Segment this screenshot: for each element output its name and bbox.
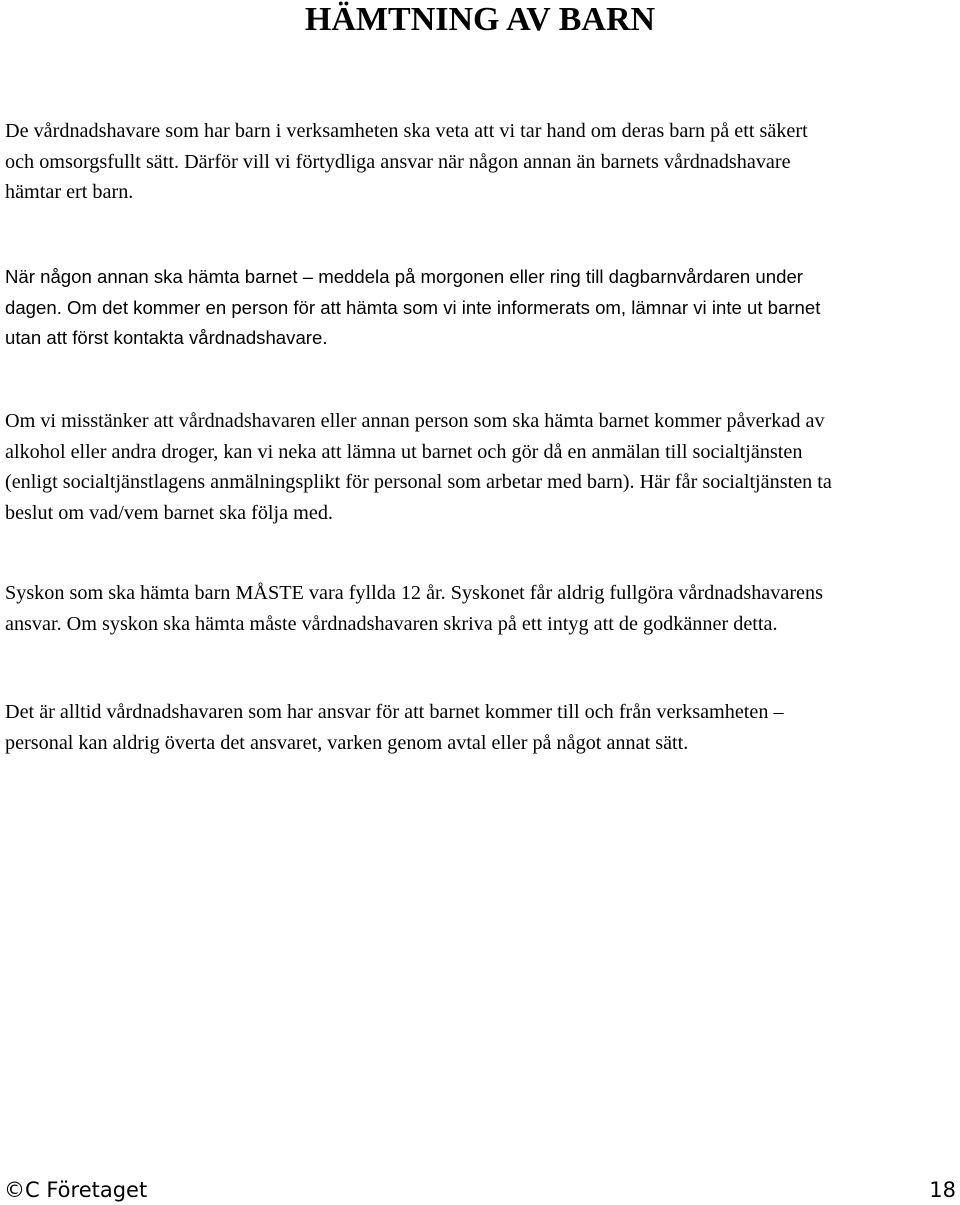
paragraph-siblings	[5, 578, 955, 639]
text-line: De vårdnadshavare som har barn i verksamheten ska veta att vi tar hand om deras barn på ett säkert	[5, 120, 808, 142]
footer-copyright: ©C Företaget	[4, 1178, 148, 1202]
text-line: hämtar ert barn.	[5, 181, 134, 203]
text-line: När någon annan ska hämta barnet – meddela på morgonen eller ring till dagbarnvårdaren under	[5, 266, 803, 287]
footer-page-number: 18	[929, 1178, 956, 1202]
paragraph-intro	[5, 116, 955, 208]
text-line: ansvar. Om syskon ska hämta måste vårdnadshavaren skriva på ett intyg att de godkänner detta.	[5, 612, 778, 635]
text-line: beslut om vad/vem barnet ska följa med.	[5, 501, 333, 524]
text-line: utan att först kontakta vårdnadshavare.	[5, 327, 328, 348]
text-line: dagen. Om det kommer en person för att hämta som vi inte informerats om, lämnar vi inte ut barnet	[5, 296, 821, 318]
paragraph-pickup-notice	[5, 262, 955, 354]
text-line: och omsorgsfullt sätt. Därför vill vi förtydliga ansvar när någon annan än barnets vårdnadshavare	[5, 150, 791, 173]
text-line: alkohol eller andra droger, kan vi neka att lämna ut barnet och gör då en anmälan till socialtjänsten	[5, 440, 803, 463]
text-line: Om vi misstänker att vårdnadshavaren eller annan person som ska hämta barnet kommer påverkad av	[5, 410, 825, 432]
text-line: Syskon som ska hämta barn MÅSTE vara fyllda 12 år. Syskonet får aldrig fullgöra vårdnadshavarens	[5, 582, 823, 604]
page-title: HÄMTNING AV BARN	[304, 1, 656, 38]
paragraph-responsibility	[5, 697, 955, 758]
text-line: personal kan aldrig överta det ansvaret, varken genom avtal eller på något annat sätt.	[5, 731, 689, 754]
text-line: (enligt socialtjänstlagens anmälningsplikt för personal som arbetar med barn). Här får socialtjänsten ta	[5, 471, 832, 493]
paragraph-intoxication	[5, 406, 955, 528]
text-line: Det är alltid vårdnadshavaren som har ansvar för att barnet kommer till och från verksamheten –	[5, 701, 784, 723]
